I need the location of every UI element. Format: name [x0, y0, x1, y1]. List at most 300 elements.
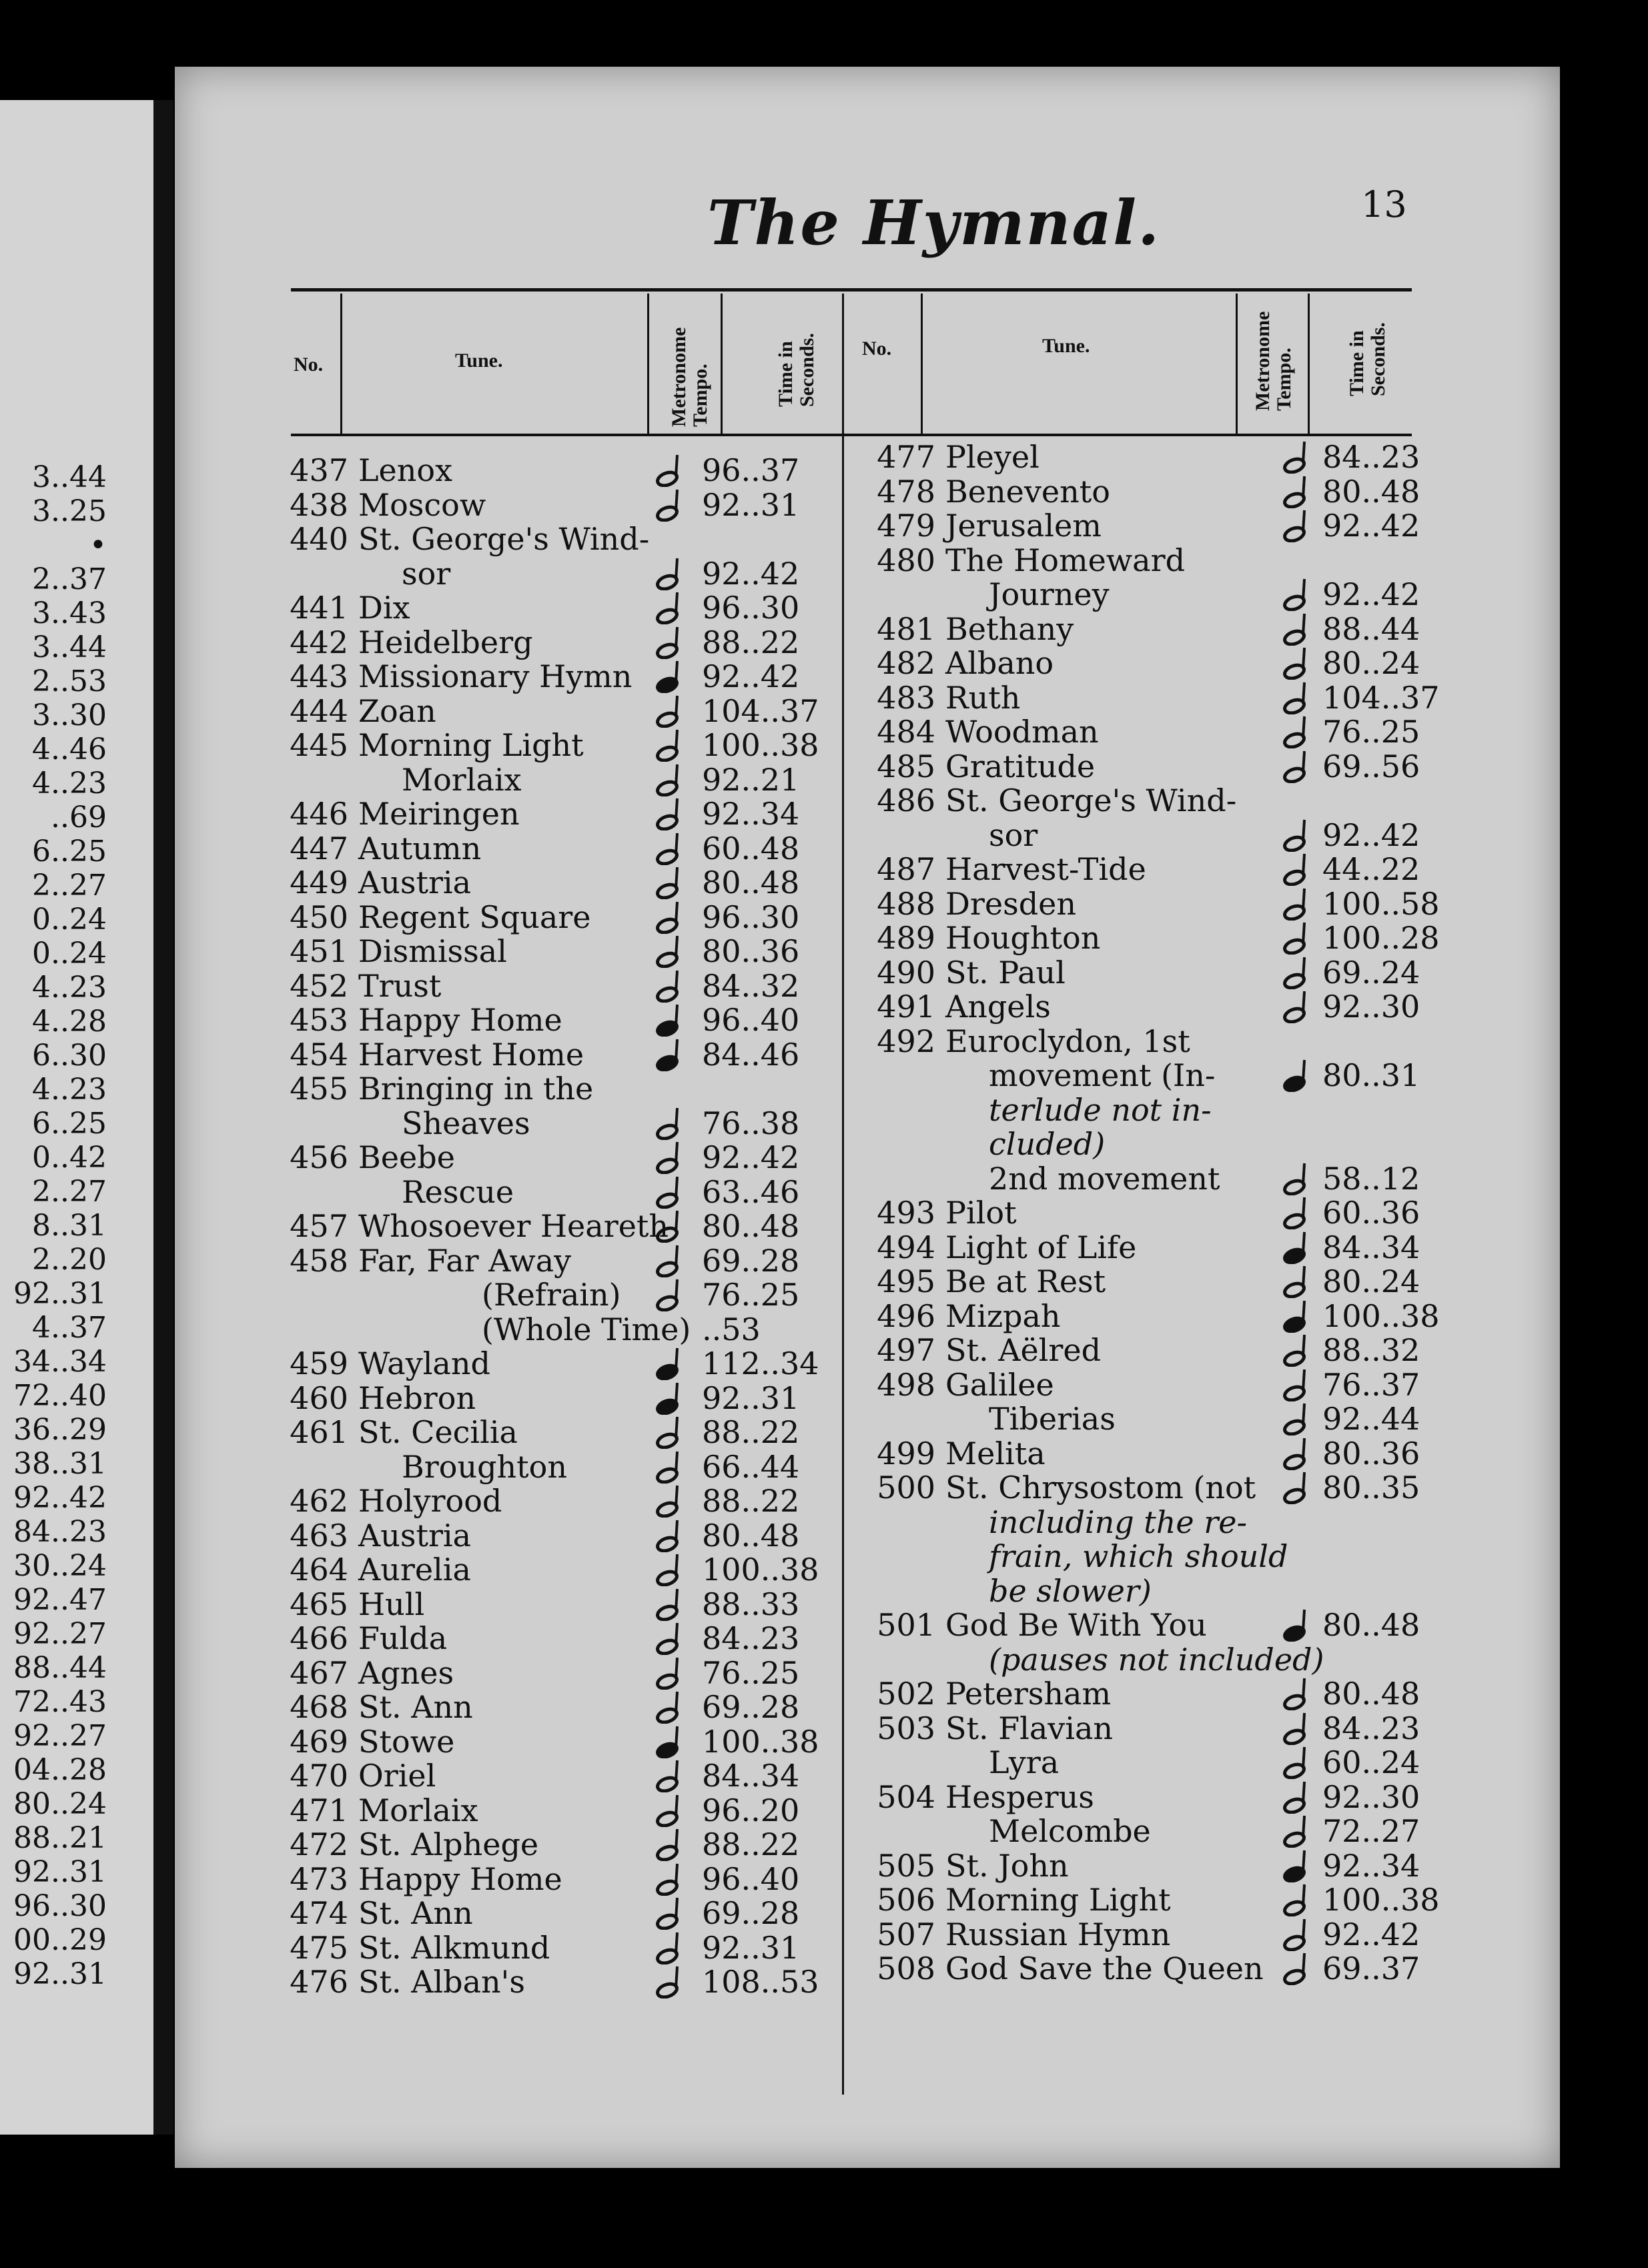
hymn-number: 470: [290, 1758, 348, 1794]
tune-name: Petersham: [945, 1676, 1112, 1712]
table-row: [862, 1263, 1420, 1299]
table-row: [862, 1229, 1420, 1265]
table-row: [275, 1003, 835, 1038]
table-row: [275, 626, 835, 660]
tune-name: Moscow: [358, 486, 486, 523]
tune-name: Melita: [945, 1435, 1046, 1472]
table-row: [862, 439, 1420, 475]
tune-name: Euroclydon, 1st: [945, 1023, 1190, 1059]
tempo-time: 104..37: [702, 692, 819, 729]
table-header-rule: [291, 434, 1412, 436]
tune-name: Pleyel: [945, 439, 1040, 475]
tempo-time: 96..20: [702, 1792, 800, 1828]
hymn-number: 484: [877, 714, 935, 750]
table-row: [275, 1553, 835, 1588]
tune-name: 2nd movement: [989, 1160, 1220, 1197]
tune-name: Whosoever Heareth: [358, 1208, 669, 1244]
half-note-icon: [655, 901, 686, 934]
tune-name: Far, Far Away: [358, 1242, 572, 1279]
hymn-number: 497: [877, 1332, 935, 1368]
tempo-time: 92..31: [702, 1929, 800, 1966]
tune-name: Aurelia: [358, 1552, 471, 1588]
facing-time-value: 84..23: [13, 1515, 107, 1549]
hymn-number: 486: [877, 782, 935, 818]
tune-name: St. Cecilia: [358, 1414, 518, 1450]
tempo-time: 92..34: [1322, 1847, 1420, 1884]
tempo-time: 76..25: [702, 1277, 800, 1313]
tempo-time: 108..53: [702, 1964, 819, 2000]
hymn-number: 506: [877, 1882, 935, 1918]
tempo-time: 100..38: [1322, 1882, 1440, 1918]
tune-name: Ruth: [945, 679, 1021, 716]
half-note-icon: [655, 1656, 686, 1690]
tune-name: Heidelberg: [358, 624, 533, 660]
table-row: [862, 989, 1420, 1025]
tune-name: Morlaix: [358, 1792, 478, 1828]
tempo-time: 92..30: [1322, 989, 1420, 1025]
facing-time-value: 34..34: [13, 1345, 107, 1379]
table-row: [275, 660, 835, 694]
table-row: [862, 1916, 1420, 1952]
table-row: [862, 1435, 1420, 1472]
tempo-time: 92..42: [702, 1139, 800, 1175]
table-row: [275, 1107, 835, 1141]
tempo-time: 80..36: [1322, 1435, 1420, 1472]
half-note-icon: [655, 935, 686, 968]
table-row: [862, 920, 1440, 956]
tempo-time: 84..34: [702, 1758, 800, 1794]
column-divider: [647, 294, 649, 434]
half-note-icon: [1282, 818, 1313, 852]
tune-name: Hebron: [358, 1379, 476, 1416]
page-gutter: [153, 100, 173, 2135]
facing-time-value: 2..53: [32, 664, 107, 698]
table-row: [862, 610, 1420, 647]
table-row: [862, 1744, 1420, 1780]
tune-name: The Homeward: [945, 542, 1186, 578]
half-note-icon: [1282, 1918, 1313, 1951]
header-metronome: Metronome Tempo.: [668, 327, 711, 427]
tempo-time: 88..22: [702, 1483, 800, 1519]
tempo-time: 80..31: [1322, 1057, 1420, 1093]
tempo-time: 69..28: [702, 1689, 800, 1725]
hymn-number: 502: [877, 1676, 935, 1712]
tune-name: St. George's Wind-: [358, 521, 650, 557]
tune-name: including the re-: [989, 1504, 1248, 1540]
half-note-icon: [1282, 1780, 1313, 1814]
facing-time-value: 2..20: [32, 1243, 107, 1277]
half-note-icon: [655, 1828, 686, 1861]
hymn-number: 487: [877, 851, 935, 887]
half-note-icon: [655, 454, 686, 487]
header-tune: Tune.: [455, 350, 503, 372]
hymn-number: 471: [290, 1792, 348, 1828]
table-top-rule: [291, 288, 1412, 292]
half-note-icon: [655, 1484, 686, 1518]
facing-time-value: 92..27: [13, 1617, 107, 1651]
table-row: [275, 901, 835, 935]
hymn-number: 443: [290, 658, 348, 694]
quarter-note-icon: [655, 1725, 686, 1758]
facing-time-value: 0..24: [32, 937, 107, 971]
facing-time-value: 2..27: [32, 1175, 107, 1209]
table-row: [862, 816, 1420, 853]
facing-time-value: 4..46: [32, 732, 107, 766]
table-row: [862, 1540, 1409, 1574]
tempo-time: 88..33: [702, 1586, 800, 1622]
table-row: [862, 1093, 1409, 1128]
tempo-time: 76..38: [702, 1105, 800, 1141]
tune-name: St. Paul: [945, 954, 1066, 991]
tempo-time: 80..48: [1322, 1607, 1420, 1643]
half-note-icon: [655, 557, 686, 590]
quarter-note-icon: [655, 1038, 686, 1071]
tempo-time: 44..22: [1322, 851, 1420, 887]
tune-name: Missionary Hymn: [358, 658, 633, 694]
tune-name: Pilot: [945, 1195, 1017, 1231]
facing-time-value: 00..29: [13, 1923, 107, 1957]
tempo-time: 96..30: [702, 590, 800, 626]
tempo-time: 96..40: [702, 1002, 800, 1038]
hymn-number: 445: [290, 727, 348, 763]
tune-name: St. Ann: [358, 1895, 473, 1931]
table-row: [862, 1950, 1420, 1987]
facing-time-value: 0..42: [32, 1141, 107, 1175]
tempo-time: 69..24: [1322, 954, 1420, 991]
table-row: [862, 1813, 1420, 1849]
hymn-number: 438: [290, 486, 348, 523]
half-note-icon: [1282, 440, 1313, 474]
hymnal-page: [13, 67, 1560, 2168]
half-note-icon: [1282, 1883, 1313, 1916]
facing-time-value: 4..23: [32, 971, 107, 1005]
hymn-number: 495: [877, 1263, 935, 1299]
hymn-number: 444: [290, 692, 348, 729]
tune-name: Morning Light: [945, 1882, 1171, 1918]
tune-name: (pauses not included): [989, 1641, 1324, 1678]
tempo-time: 80..48: [702, 1517, 800, 1554]
half-note-icon: [655, 1965, 686, 1999]
header-time-right: Time in Seconds.: [1346, 322, 1389, 396]
table-row: [862, 748, 1420, 784]
half-note-icon: [655, 1588, 686, 1621]
table-row: [862, 679, 1440, 716]
tempo-time: 80..24: [1322, 645, 1420, 681]
tempo-time: 80..48: [702, 1208, 800, 1244]
tempo-time: 88..22: [702, 1414, 800, 1450]
hymn-number: 473: [290, 1860, 348, 1897]
tune-name: Stowe: [358, 1723, 455, 1760]
tune-name: Benevento: [945, 473, 1110, 510]
half-note-icon: [1282, 1746, 1313, 1779]
tempo-time: 72..27: [1322, 1813, 1420, 1849]
quarter-note-icon: [1282, 1231, 1313, 1264]
tune-name: God Be With You: [945, 1607, 1207, 1643]
facing-time-value: 80..24: [13, 1787, 107, 1821]
half-note-icon: [655, 1209, 686, 1243]
tempo-time: 69..28: [702, 1895, 800, 1931]
tune-name: Agnes: [358, 1654, 454, 1691]
tempo-time: 69..56: [1322, 748, 1420, 784]
tempo-time: 80..24: [1322, 1263, 1420, 1299]
table-row: [862, 1297, 1440, 1334]
tune-name: Austria: [358, 865, 472, 901]
tempo-time: 76..25: [702, 1654, 800, 1691]
hymn-number: 492: [877, 1023, 935, 1059]
tempo-time: 88..22: [702, 624, 800, 660]
table-row: [862, 851, 1420, 887]
table-row: [275, 1794, 835, 1828]
tempo-time: 60..48: [702, 830, 800, 867]
tune-name: Autumn: [358, 830, 482, 867]
half-note-icon: [1282, 509, 1313, 542]
facing-time-value: 4..23: [32, 1073, 107, 1107]
tune-name: cluded): [989, 1126, 1106, 1162]
tune-name: Gratitude: [945, 748, 1096, 784]
tune-name: Galilee: [945, 1366, 1054, 1403]
hymn-number: 447: [290, 830, 348, 867]
tempo-time: 84..32: [702, 967, 800, 1004]
tempo-time: 66..44: [702, 1448, 800, 1485]
tune-name: St. Chrysostom (not: [945, 1470, 1256, 1506]
hymn-number: 441: [290, 590, 348, 626]
hymn-number: 500: [877, 1470, 935, 1506]
table-row: [275, 1690, 835, 1725]
hymn-number: 482: [877, 645, 935, 681]
hymn-number: 501: [877, 1607, 935, 1643]
facing-time-value: 92..47: [13, 1583, 107, 1617]
half-note-icon: [655, 1794, 686, 1827]
hymn-number: 467: [290, 1654, 348, 1691]
hymn-number: 449: [290, 865, 348, 901]
table-row: [862, 1401, 1420, 1437]
table-row: [862, 1607, 1420, 1643]
tempo-time: 92..44: [1322, 1401, 1420, 1437]
half-note-icon: [1282, 956, 1313, 989]
table-row: [275, 1450, 835, 1485]
tune-name: Morning Light: [358, 727, 584, 763]
header-no: No.: [294, 354, 324, 376]
table-row: [275, 1381, 835, 1416]
tempo-time: 88..32: [1322, 1332, 1420, 1368]
facing-time-value: 88..21: [13, 1821, 107, 1855]
hymn-number: 440: [290, 521, 348, 557]
hymn-number: 503: [877, 1710, 935, 1746]
facing-time-value: 2..27: [32, 869, 107, 903]
table-row: [275, 488, 835, 523]
table-row: [275, 866, 835, 901]
tempo-time: 96..30: [702, 899, 800, 935]
tempo-time: 88..44: [1322, 610, 1420, 647]
hymn-number: 474: [290, 1895, 348, 1931]
half-note-icon: [1282, 1437, 1313, 1470]
table-row: [862, 1778, 1420, 1815]
tempo-time: 92..31: [702, 1379, 800, 1416]
tune-name: Bethany: [945, 610, 1074, 647]
hymn-number: 483: [877, 679, 935, 716]
table-row: [275, 969, 835, 1004]
table-row: [862, 1574, 1409, 1609]
header-time: Time in Seconds.: [775, 333, 818, 407]
tempo-time: 63..46: [702, 1173, 800, 1210]
tempo-time: 84..34: [1322, 1229, 1420, 1265]
tempo-time: 92..42: [1322, 1916, 1420, 1952]
table-row: [275, 728, 835, 763]
hymn-number: 472: [290, 1826, 348, 1862]
facing-time-value: 4..28: [32, 1005, 107, 1039]
table-row: [275, 1931, 835, 1966]
tempo-time: 80..36: [702, 933, 800, 969]
facing-time-value: 72..40: [13, 1379, 107, 1413]
header-tune-right: Tune.: [1042, 335, 1090, 357]
hymn-number: 477: [877, 439, 935, 475]
column-divider: [721, 294, 723, 434]
tune-name: Light of Life: [945, 1229, 1137, 1265]
tempo-time: 84..23: [1322, 1710, 1420, 1746]
table-row: [862, 1057, 1420, 1093]
facing-time-value: 88..44: [13, 1651, 107, 1685]
tempo-time: 96..37: [702, 452, 800, 488]
quarter-note-icon: [1282, 1608, 1313, 1642]
table-row: [862, 1710, 1420, 1746]
hymn-number: 468: [290, 1689, 348, 1725]
hymn-number: 464: [290, 1552, 348, 1588]
tune-name: Russian Hymn: [945, 1916, 1171, 1952]
tempo-time: 92..42: [702, 555, 800, 592]
hymn-number: 490: [877, 954, 935, 991]
facing-time-value: 92..27: [13, 1719, 107, 1753]
table-row: [862, 1332, 1420, 1368]
half-note-icon: [1282, 921, 1313, 955]
hymn-number: 457: [290, 1208, 348, 1244]
table-row: [862, 1127, 1409, 1162]
facing-time-value: 92..31: [13, 1277, 107, 1311]
facing-time-value: 30..24: [13, 1549, 107, 1583]
half-note-icon: [1282, 750, 1313, 783]
tune-name: Mizpah: [945, 1297, 1061, 1334]
tempo-time: 88..22: [702, 1826, 800, 1862]
table-row: [862, 1160, 1420, 1197]
tempo-time: 112..34: [702, 1345, 819, 1381]
half-note-icon: [1282, 1368, 1313, 1401]
facing-time-column: [0, 460, 107, 1991]
tune-name: Albano: [945, 645, 1054, 681]
facing-time-value: 6..25: [32, 834, 107, 869]
hymn-number: 442: [290, 624, 348, 660]
tempo-time: 92..34: [702, 796, 800, 832]
table-row: [275, 1965, 835, 2000]
tune-name: (Refrain): [482, 1277, 621, 1313]
tune-name: Bringing in the: [358, 1071, 594, 1107]
tempo-time: 92..31: [702, 486, 800, 523]
hymn-number: 480: [877, 542, 935, 578]
hymn-number: 481: [877, 610, 935, 647]
tempo-time: 80..35: [1322, 1470, 1420, 1506]
hymn-number: 478: [877, 473, 935, 510]
table-row: [862, 1470, 1420, 1506]
facing-time-value: 96..30: [13, 1889, 107, 1923]
table-row: [275, 1519, 835, 1554]
table-row: [275, 935, 835, 969]
half-note-icon: [1282, 612, 1313, 646]
tune-name: Dresden: [945, 885, 1076, 922]
hymn-number: 498: [877, 1366, 935, 1403]
hymn-number: 446: [290, 796, 348, 832]
half-note-icon: [655, 763, 686, 796]
facing-time-value: 36..29: [13, 1413, 107, 1447]
tempo-time: 100..38: [702, 727, 819, 763]
tune-name: Sheaves: [402, 1105, 530, 1141]
tempo-time: 92..42: [1322, 576, 1420, 612]
facing-time-value: 4..37: [32, 1311, 107, 1345]
tune-name: Austria: [358, 1517, 472, 1554]
facing-time-value: 0..24: [32, 903, 107, 937]
half-note-icon: [1282, 1265, 1313, 1298]
tune-name: Zoan: [358, 692, 436, 729]
half-note-icon: [655, 1175, 686, 1209]
half-note-icon: [655, 1690, 686, 1724]
half-note-icon: [655, 1519, 686, 1552]
half-note-icon: [1282, 715, 1313, 748]
half-note-icon: [655, 1759, 686, 1792]
tempo-time: 84..23: [1322, 439, 1420, 475]
tempo-time: 76..37: [1322, 1366, 1420, 1403]
hymn-number: 505: [877, 1847, 935, 1884]
tune-name: Hesperus: [945, 1778, 1094, 1815]
tune-name: Lyra: [989, 1744, 1060, 1780]
tune-name: St. Alkmund: [358, 1929, 550, 1966]
tempo-time: 69..28: [702, 1242, 800, 1279]
facing-time-value: •: [89, 528, 107, 562]
quarter-note-icon: [655, 1347, 686, 1380]
tempo-time: 92..30: [1322, 1778, 1420, 1815]
page-number: 13: [1361, 183, 1407, 225]
table-row: [862, 645, 1420, 681]
half-note-icon: [1282, 475, 1313, 508]
table-row: [862, 1676, 1420, 1712]
quarter-note-icon: [1282, 1299, 1313, 1333]
half-note-icon: [655, 969, 686, 1003]
page-title: The Hymnal.: [707, 187, 1161, 259]
table-row: [275, 1484, 835, 1519]
tune-name: Happy Home: [358, 1002, 562, 1038]
tune-name: sor: [989, 816, 1038, 853]
tune-name: Harvest Home: [358, 1036, 584, 1073]
facing-time-value: 92..31: [13, 1957, 107, 1991]
tempo-time: 58..12: [1322, 1160, 1420, 1197]
half-note-icon: [1282, 1471, 1313, 1504]
hymn-number: 488: [877, 885, 935, 922]
table-row: [275, 1072, 835, 1107]
table-row: [275, 1828, 835, 1862]
tune-name: St. Alphege: [358, 1826, 539, 1862]
facing-time-value: 3..30: [32, 698, 107, 732]
hymn-number: 491: [877, 989, 935, 1025]
half-note-icon: [655, 832, 686, 865]
hymn-number: 494: [877, 1229, 935, 1265]
tune-name: Rescue: [402, 1173, 514, 1210]
table-row: [862, 784, 1409, 818]
hymn-number: 463: [290, 1517, 348, 1554]
hymn-number: 479: [877, 508, 935, 544]
facing-time-value: 3..44: [32, 630, 107, 664]
table-row: [275, 832, 835, 867]
table-row: [275, 557, 835, 592]
tune-name: Broughton: [402, 1448, 567, 1485]
half-note-icon: [1282, 578, 1313, 611]
tune-name: Jerusalem: [945, 508, 1102, 544]
hymn-number: 451: [290, 933, 348, 969]
